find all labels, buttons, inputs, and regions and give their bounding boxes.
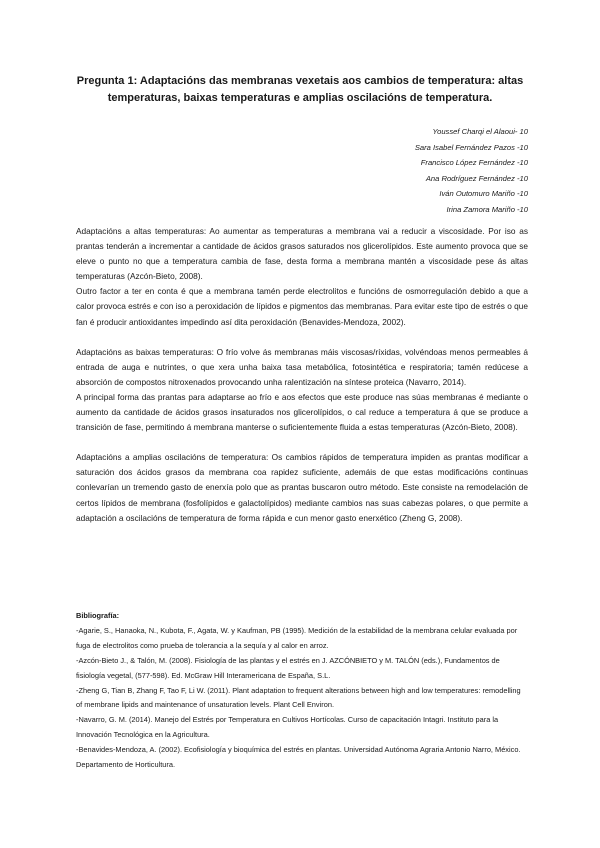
bibliography-entry: -Zheng G, Tian B, Zhang F, Tao F, Li W. (2011). Plant adaptation to frequent alterations between high and low temperatures: remodelling of membrane lipids and maintenance of unsaturation levels. Plant Cell Environ. xyxy=(76,685,521,710)
author-name: Ana Rodríguez Fernández -10 xyxy=(425,173,528,183)
paragraph-low-temperatures: Adaptacións as baixas temperaturas: O frío volve ás membranas máis viscosas/ríxidas, volvéndoas menos permeables á entrada de auga e nutrintes, o que xera unha baixa tasa metabólica, fotosintética e respiratoria; tamén redúcese a absorción de compostos nitroxenados provocando unha ralentización na síntese proteica (Navarro, 2014). xyxy=(76,346,528,387)
bibliography-title: Bibliografía: xyxy=(76,611,120,620)
bibliography-entry: -Agarie, S., Hanaoka, N., Kubota, F., Agata, W. y Kaufman, PB (1995). Medición de la estabilidad de la membrana celular evaluada por fuga de electrolitos como prueba de tolerancia a la sequía y al calor en arroz. xyxy=(76,625,518,650)
author-list xyxy=(228,124,528,218)
document-body xyxy=(76,224,528,526)
author-name: Iván Outomuro Mariño -10 xyxy=(439,189,528,199)
bibliography-entry: -Azcón-Bieto J., & Talón, M. (2008). Fisiología de las plantas y el estrés en J. AZCÓNBIETO y M. TALÓN (eds.), Fundamentos de fisiología vegetal, (577-598). Ed. McGraw Hill Interamericana de España, S.L. xyxy=(76,655,500,680)
author-name: Francisco López Fernández -10 xyxy=(420,158,528,168)
paragraph-electrolytes: Outro factor a ter en conta é que a membrana tamén perde electrolitos e funcións de osmorregulación debido a que a calor provoca estrés e con iso a peroxidación de lípidos e pigmentos das membranas. Para evitar este tipo de estrés o que fan é producir antioxidantes impedindo así dita peroxidación (Benavides-Mendoza, 2002). xyxy=(76,286,528,327)
author-name: Irina Zamora Mariño -10 xyxy=(446,204,528,214)
author-name: Youssef Charqi el Alaoui- 10 xyxy=(432,127,528,136)
author-name: Sara Isabel Fernández Pazos -10 xyxy=(414,142,528,152)
paragraph-high-temperatures: Adaptacións a altas temperaturas: Ao aumentar as temperaturas a membrana vai a reducir a viscosidade. Por iso as prantas tenderán a incrementar a cantidade de ácidos grasos saturados nos glicerolípidos. Este aumento provoca que se eleve o punto no que a temperatura cambia de fase, desta forma a membrana mantén a viscosidade pese ás altas temperaturas (Azcón-Bieto, 2008). xyxy=(76,226,528,282)
bibliography-entry: -Navarro, G. M. (2014). Manejo del Estrés por Temperatura en Cultivos Hortícolas. Curso de capacitación Intagri. Instituto para la Innovación Tecnológica en la Agricultura. xyxy=(76,715,499,740)
bibliography xyxy=(76,609,528,773)
document-title: Pregunta 1: Adaptacións das membranas vexetais aos cambios de temperatura: altas temperaturas, baixas temperaturas e amplias oscilacións de temperatura. xyxy=(76,75,524,104)
paragraph-cold-adaptation: A principal forma das prantas para adaptarse ao frío e aos efectos que este produce nas súas membranas é mediante o aumento da cantidade de ácidos grasos insaturados nos glicerolípidos, o cal reduce a temperatura á que se produce a transición de fase, permitindo á membrana manterse o suficientemente fluida a estas temperaturas (Azcón-Bieto, 2008). xyxy=(76,391,528,433)
bibliography-entry: -Benavides-Mendoza, A. (2002). Ecofisiología y bioquímica del estrés en plantas. Universidad Autónoma Agraria Antonio Narro, México. Departamento de Horticultura. xyxy=(76,745,521,770)
paragraph-temperature-oscillations: Adaptacións a amplias oscilacións de temperatura: Os cambios rápidos de temperatura impiden as prantas modificar a saturación dos ácidos grasos da membrana coa rapidez suficiente, ademáis de que estas modificacións continuas conlevarían un tremendo gasto de enerxía polo que as prantas buscaron outro método. Este consiste na remodelación de certos lípidos de membrana (fosfolípidos e galactolípidos) mediante cambios nas suas cabezas polares, o que permite a adaptación a oscilacións de temperatura de forma rápida e cun menor gasto enerxético (Zheng G, 2008). xyxy=(76,452,528,523)
